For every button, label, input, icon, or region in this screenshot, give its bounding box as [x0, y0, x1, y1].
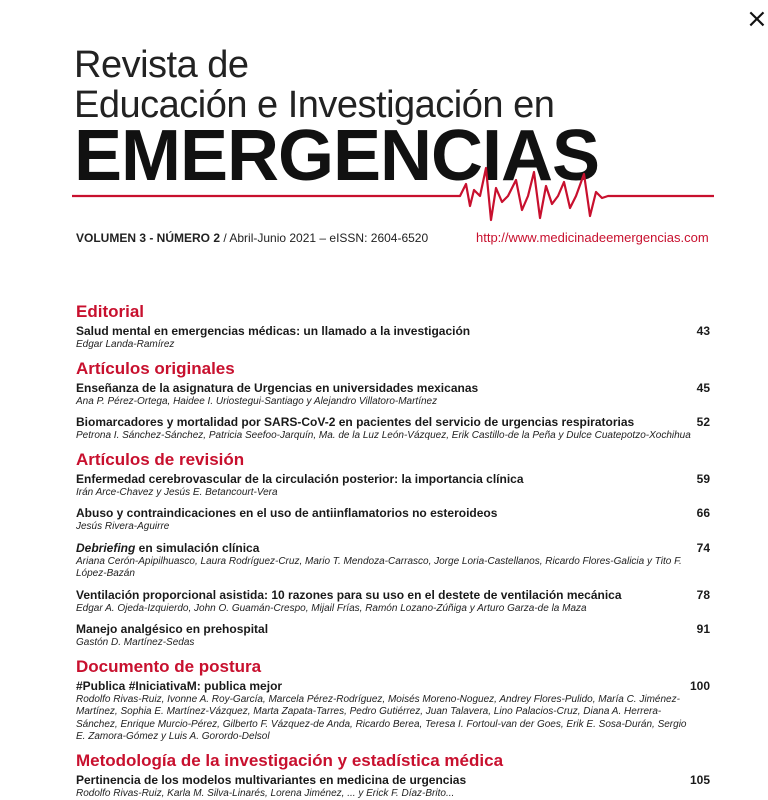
article-authors: Irán Arce-Chavez y Jesús E. Betancourt-Vera [76, 487, 712, 500]
page-number: 52 [697, 415, 710, 430]
journal-url-link[interactable]: http://www.medicinadeemergencias.com [476, 230, 709, 245]
article-authors: Petrona I. Sánchez-Sánchez, Patricia Seefoo-Jarquín, Ma. de la Luz León-Vázquez, Erik Castillo-de la Peña y Dulce Cuatepotzo-Xochihua [76, 430, 712, 443]
masthead-line-2: Educación e Investigación en [74, 86, 599, 124]
page-number: 45 [697, 381, 710, 396]
article-authors: Gastón D. Martínez-Sedas [76, 637, 712, 650]
toc-entry[interactable] [76, 773, 712, 800]
article-title-text: #Publica #IniciativaM: publica mejor [76, 679, 282, 693]
page-number: 59 [697, 472, 710, 487]
article-title-text: Manejo analgésico en prehospital [76, 622, 268, 636]
close-icon[interactable]: × [746, 6, 768, 32]
article-authors: Edgar A. Ojeda-Izquierdo, John O. Guamán-Crespo, Mijail Frías, Ramón Lozano-Zúñiga y Arturo Garza-de la Maza [76, 603, 712, 616]
toc-entry[interactable] [76, 506, 712, 534]
page-number: 43 [697, 324, 710, 339]
article-authors: Jesús Rivera-Aguirre [76, 521, 712, 534]
page-number: 78 [697, 588, 710, 603]
section-heading: Editorial [76, 302, 712, 322]
toc-entry[interactable] [76, 679, 712, 744]
toc-entry[interactable] [76, 381, 712, 409]
article-authors: Ana P. Pérez-Ortega, Haidee I. Uriostegui-Santiago y Alejandro Villatoro-Martínez [76, 396, 712, 409]
section-heading: Artículos originales [76, 359, 712, 379]
article-title[interactable] [76, 381, 712, 396]
article-title-text: Biomarcadores y mortalidad por SARS-CoV-2 en pacientes del servicio de urgencias respiratorias [76, 415, 634, 429]
section-heading: Metodología de la investigación y estadística médica [76, 751, 712, 771]
volume-number: VOLUMEN 3 - NÚMERO 2 [76, 231, 220, 245]
article-title[interactable] [76, 506, 712, 521]
table-of-contents [76, 302, 712, 800]
article-authors: Edgar Landa-Ramírez [76, 339, 712, 352]
issue-info [76, 231, 428, 245]
page-number: 105 [690, 773, 710, 788]
article-title-italic-prefix: Debriefing [76, 541, 135, 555]
article-title[interactable] [76, 773, 712, 788]
section-heading: Documento de postura [76, 657, 712, 677]
article-title-text: Enfermedad cerebrovascular de la circulación posterior: la importancia clínica [76, 472, 524, 486]
masthead-line-1: Revista de [74, 46, 599, 84]
article-authors: Ariana Cerón-Apipilhuasco, Laura Rodríguez-Cruz, Mario T. Mendoza-Carrasco, Jorge Loria-Castellanos, Ricardo Flores-Galicia y Tito F. López-Bazán [76, 556, 712, 581]
toc-entry[interactable] [76, 324, 712, 352]
article-title-text: Enseñanza de la asignatura de Urgencias en universidades mexicanas [76, 381, 478, 395]
toc-entry[interactable] [76, 472, 712, 500]
article-title-text: Pertinencia de los modelos multivariantes en medicina de urgencias [76, 773, 466, 787]
article-title[interactable] [76, 472, 712, 487]
masthead-title: EMERGENCIAS [74, 124, 599, 188]
page-number: 66 [697, 506, 710, 521]
article-title[interactable] [76, 622, 712, 637]
article-title-text: Ventilación proporcional asistida: 10 razones para su uso en el destete de ventilación mecánica [76, 588, 622, 602]
article-authors: Rodolfo Rivas-Ruiz, Ivonne A. Roy-García, Marcela Pérez-Rodríguez, Moisés Moreno-Noguez, Andrey Flores-Pulido, María C. Jiménez-Martínez, Sophia E. Martínez-Vázquez, Marta Zapata-Tarres, Pedro Gutiérrez, Juan Talavera, Lino Palacios-Cruz, Diana A. Herrera-Sánchez, Enrique Murcio-Pérez, Gilberto F. Vázquez-de Anda, Ricardo Berea, Teresa I. Fortoul-van der Goes, Erik E. Sosa-Durán, Sergio E. Zamora-Gómez y Luis A. Gorordo-Delsol [76, 694, 712, 744]
article-title-text: Abuso y contraindicaciones en el uso de antiinflamatorios no esteroideos [76, 506, 497, 520]
article-title[interactable] [76, 415, 712, 430]
page-number: 74 [697, 541, 710, 556]
toc-entry[interactable] [76, 588, 712, 616]
article-title[interactable] [76, 679, 712, 694]
toc-entry[interactable] [76, 622, 712, 650]
toc-entry[interactable] [76, 415, 712, 443]
issue-date-issn: / Abril-Junio 2021 – eISSN: 2604-6520 [220, 231, 428, 245]
article-authors: Rodolfo Rivas-Ruiz, Karla M. Silva-Linarés, Lorena Jiménez, ... y Erick F. Díaz-Brito... [76, 788, 712, 800]
ecg-line-graphic [72, 160, 714, 226]
page-number: 100 [690, 679, 710, 694]
article-title-text: en simulación clínica [135, 541, 259, 555]
toc-entry[interactable] [76, 541, 712, 581]
page-number: 91 [697, 622, 710, 637]
article-title-text: Salud mental en emergencias médicas: un llamado a la investigación [76, 324, 470, 338]
section-heading: Artículos de revisión [76, 450, 712, 470]
article-title[interactable] [76, 541, 712, 556]
article-title[interactable] [76, 588, 712, 603]
article-title[interactable] [76, 324, 712, 339]
